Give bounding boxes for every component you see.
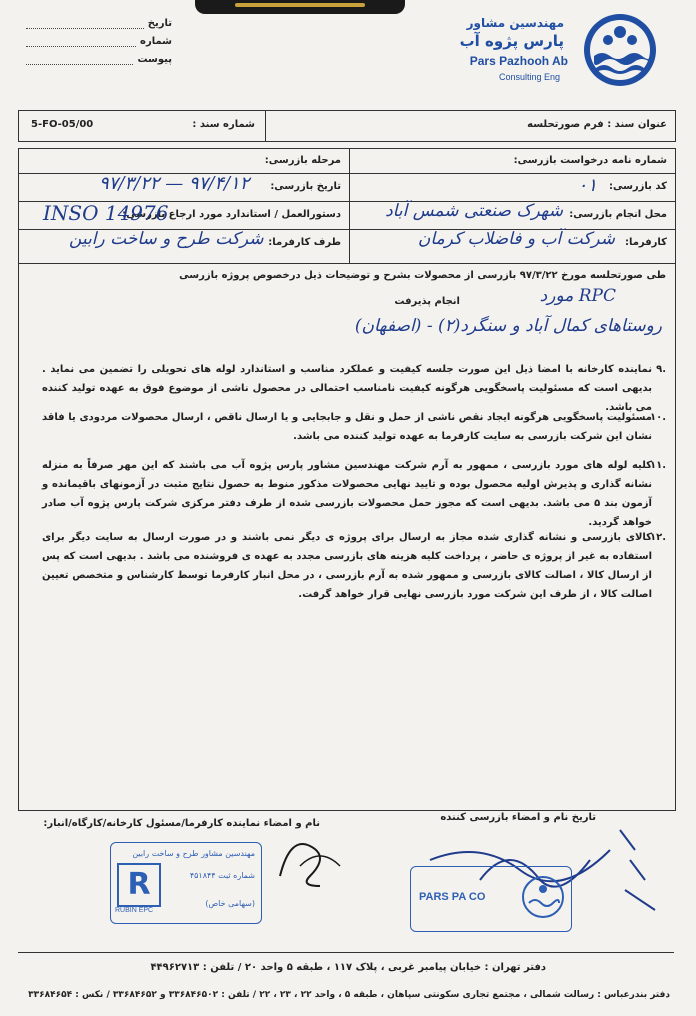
date-value: ۹۷/۳/۲۲ — ۹۷/۴/۱۲ (99, 173, 250, 194)
company-name-en-sub: Consulting Eng (498, 72, 560, 82)
footer-bandar: دفتر بندرعباس : رسالت شمالی ، مجتمع تجاری سکونتی سپاهان ، طبقه ۵ ، واحد ۲۲ ، ۲۳ ، ۲۲ / تلفن : ۳۳۶۸۴۶۵۰۲ و ۳۳۶۸۴۶۵۲ / نکس : ۳۳۶۸۴۶۵۴ (28, 990, 670, 1000)
item-text: نماینده کارخانه با امضا ذیل این صورت جلسه کیفیت و عملکرد مناسب و استاندارد لوله های تحویلی را تضمین می نماید . بدیهی است که مسئولیت پاسخگویی هرگونه کیفیت نامناسب احتمالی در محصول ناشی از موضوع فوق به عهده تولید کننده می باشد. (42, 364, 652, 413)
letter-meta (22, 14, 172, 68)
done-label: انجام پذیرفت (394, 296, 460, 307)
inspector-signature-label: تاریخ نام و امضاء بازرسی کننده (440, 812, 596, 823)
item-text: کالای بازرسی و نشانه گذاری شده مجاز به ارسال برای پروژه ی دیگر نمی باشند و در صورت ارسال به سایت دیگر برای استفاده به غیر از پروژه ی حاضر ، پرداخت کلیه هزینه های بازرسی مجدد به عهده ی فروشنده می باشد . بدیهی است که پس از ارسال کالا ، اصالت کالای بازرسی و ممهور شده به آرم بازرسی ، در محل انبار کارفرما توسط کارشناس و متخصص تعیین اصالت کالا ، از طرف این شرکت مورد بازرسی نهایی قرار خواهد گرفت. (42, 532, 652, 600)
company-header (400, 10, 660, 90)
item-text: مسئولیت پاسخگویی هرگونه ایجاد نقص ناشی از حمل و نقل و جابجایی و یا ارسال ناقص ، ارسال محصولات مردودی یا فاقد نشان این شرکت بازرسی به سایت کارفرما به عهده تولید کننده می باشد. (42, 412, 652, 442)
company-logo-icon (580, 10, 660, 90)
party-label: طرف کارفرما: (268, 237, 341, 248)
standard-value: INSO 14976 (43, 201, 169, 225)
standard-label: دستورالعمل / استاندارد مورد ارجاع بازرسی: (122, 209, 341, 220)
rubin-logo-icon: R (117, 863, 161, 907)
inspector-stamp: PARS PA CO (410, 866, 572, 932)
item-number: ۹. (656, 364, 666, 375)
binder-clip (195, 0, 405, 14)
footer-tehran: دفتر تهران : خیابان پیامبر غربی ، پلاک ۱۱۷ ، طبقه ۵ واحد ۲۰ / تلفن : ۴۴۹۶۲۷۱۳ (150, 962, 546, 973)
factory-signature-label: نام و امضاء نماینده کارفرما/مسئول کارخانه/کارگاه/انبار: (43, 818, 320, 829)
meta-attachment-row: پیوست (22, 50, 172, 68)
place-label: محل انجام بازرسی: (569, 209, 667, 220)
pars-logo-icon (521, 875, 565, 919)
party-value: شرکت طرح و ساخت رابین (69, 229, 264, 249)
date-label: تاریخ بازرسی: (270, 181, 341, 192)
factory-stamp: R RUBIN EPC مهندسین مشاور طرح و ساخت رابین شماره ثبت ۴۵۱۸۴۴ (سهامی خاص) (110, 842, 262, 924)
code-value: ۰۱ (577, 175, 597, 196)
body-hand-line1: مورد RPC (539, 286, 616, 306)
place-value: شهرک صنعتی شمس آباد (385, 201, 563, 221)
meta-number-row: شماره (22, 32, 172, 50)
item-number: ۱۰. (649, 412, 666, 423)
company-name-en: Pars Pazhooh Ab (469, 54, 568, 68)
item-number: ۱۱. (649, 460, 666, 471)
client-label: کارفرما: (624, 237, 667, 248)
body-hand-line2: (اصفهان) - روستاهای کمال آباد و سنگرد(۲) (354, 316, 662, 336)
item-number: ۱۲. (649, 532, 666, 543)
factory-signature-icon (270, 826, 350, 896)
company-name-fa-line2: پارس پژوه آب (459, 32, 564, 50)
company-name-fa-line1: مهندسین مشاور (466, 16, 564, 30)
meta-date-row: تاریخ (22, 14, 172, 32)
doc-title-label: عنوان سند : فرم صورتحلسه (527, 119, 667, 130)
doc-title-box (18, 110, 676, 142)
code-label: کد بازرسی: (608, 181, 667, 192)
doc-number-label: شماره سند : (192, 119, 255, 130)
intro-text: طی صورتحلسه مورخ ۹۷/۳/۲۲ بازرسی از محصولات بشرح و توضیحات ذیل درخصوص پروژه بازرسی (179, 270, 666, 281)
client-value: شرکت آب و فاضلاب کرمان (417, 229, 615, 249)
doc-number-value: 5-FO-05/00 (31, 119, 94, 130)
item-text: کلیه لوله های مورد بازرسی ، ممهور به آرم شرکت مهندسین مشاور پارس پژوه آب می باشند که این مهر صرفاً به منزله نشانه گذاری و پذیرش اولیه محصول بوده و تایید نهایی محصولات مذکور منوط به حصول نتایج مثبت در آزمونهای باقیمانده و آزمون بند ۵ می باشد. بدیهی است که مجوز حمل محصولات بازرسی شده از طرف دفتر مرکزی شرکت پارس پژوه آب صادر خواهد گردید. (42, 460, 652, 528)
request-number-label: شماره نامه درخواست بازرسی: (513, 155, 667, 166)
stage-label: مرحله بازرسی: (264, 155, 341, 166)
info-grid (18, 148, 676, 264)
